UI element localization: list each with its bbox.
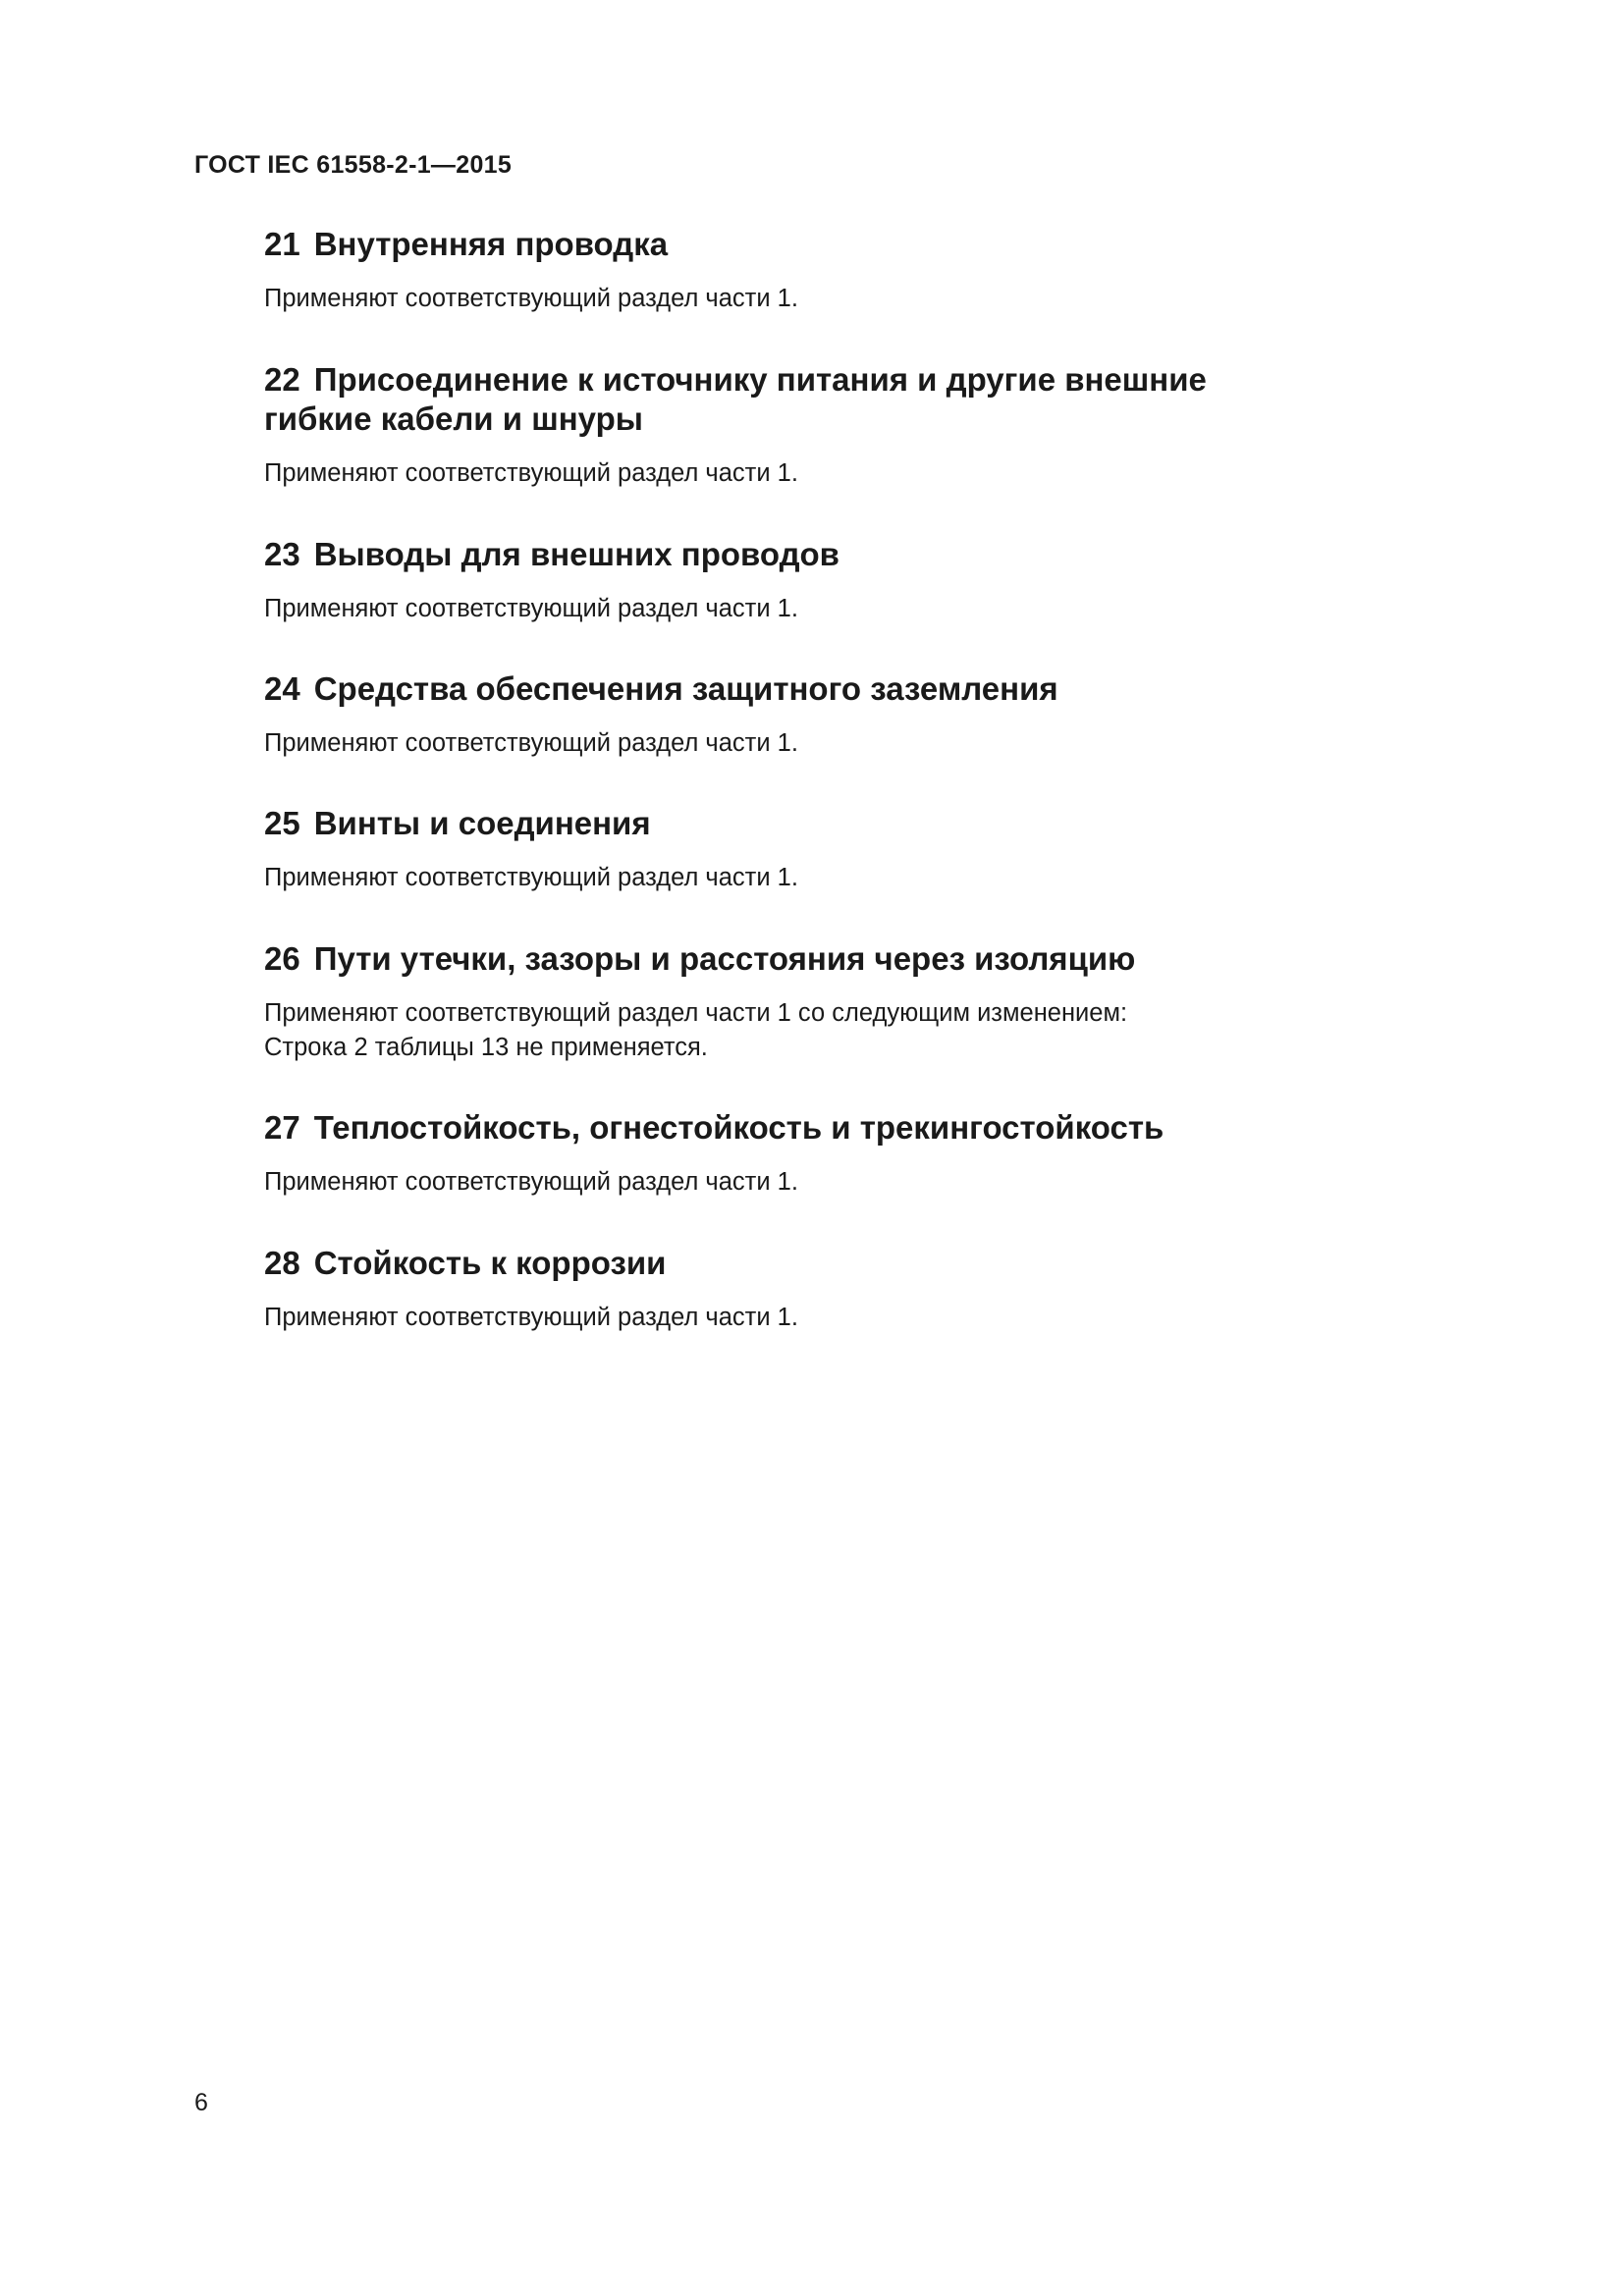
section-number: 21: [264, 226, 300, 262]
section-heading: [264, 669, 1285, 709]
paragraph: Применяют соответствующий раздел части 1.: [264, 729, 798, 757]
section-title: Винты и соединения: [313, 805, 651, 841]
section-title: Средства обеспечения защитного заземления: [313, 670, 1058, 707]
paragraph: Строка 2 таблицы 13 не применяется.: [264, 1034, 708, 1061]
paragraph: Применяют соответствующий раздел части 1.: [264, 1304, 798, 1331]
section-title: Внутренняя проводка: [313, 226, 669, 262]
section-text: [264, 1301, 1285, 1335]
paragraph: Применяют соответствующий раздел части 1.: [264, 459, 798, 487]
section-22: [264, 360, 1285, 491]
section-heading: [264, 535, 1285, 574]
section-27: [264, 1108, 1285, 1200]
section-number: 22: [264, 361, 300, 398]
paragraph: Применяют соответствующий раздел части 1.: [264, 285, 798, 312]
section-heading: [264, 1244, 1285, 1283]
section-title: Теплостойкость, огнестойкость и трекингостойкость: [313, 1109, 1164, 1146]
paragraph: Применяют соответствующий раздел части 1.: [264, 864, 798, 891]
section-number: 28: [264, 1245, 300, 1281]
section-text: [264, 996, 1285, 1065]
paragraph: Применяют соответствующий раздел части 1.: [264, 1168, 798, 1196]
section-21: [264, 225, 1285, 316]
section-heading: [264, 1108, 1285, 1148]
section-number: 23: [264, 536, 300, 572]
section-title: Пути утечки, зазоры и расстояния через изоляцию: [313, 940, 1136, 977]
section-title-continued: гибкие кабели и шнуры: [264, 400, 643, 437]
document-header: ГОСТ IEC 61558-2-1—2015: [194, 151, 513, 179]
section-text: [264, 456, 1285, 491]
section-heading: [264, 804, 1285, 843]
section-24: [264, 669, 1285, 761]
section-heading: [264, 360, 1285, 439]
section-number: 25: [264, 805, 300, 841]
section-text: [264, 282, 1285, 316]
section-text: [264, 1165, 1285, 1200]
section-heading: [264, 225, 1285, 264]
section-text: [264, 861, 1285, 895]
paragraph: Применяют соответствующий раздел части 1 со следующим изменением:: [264, 999, 1128, 1027]
section-heading: [264, 939, 1285, 979]
section-28: [264, 1244, 1285, 1335]
section-26: [264, 939, 1285, 1065]
section-title: Выводы для внешних проводов: [313, 536, 839, 572]
section-number: 24: [264, 670, 300, 707]
page-number: 6: [194, 2089, 208, 2116]
paragraph: Применяют соответствующий раздел части 1.: [264, 595, 798, 622]
section-number: 27: [264, 1109, 300, 1146]
section-text: [264, 726, 1285, 761]
section-title: Присоединение к источнику питания и другие внешние: [313, 361, 1207, 398]
section-number: 26: [264, 940, 300, 977]
section-23: [264, 535, 1285, 626]
section-25: [264, 804, 1285, 895]
section-text: [264, 592, 1285, 626]
section-title: Стойкость к коррозии: [313, 1245, 667, 1281]
